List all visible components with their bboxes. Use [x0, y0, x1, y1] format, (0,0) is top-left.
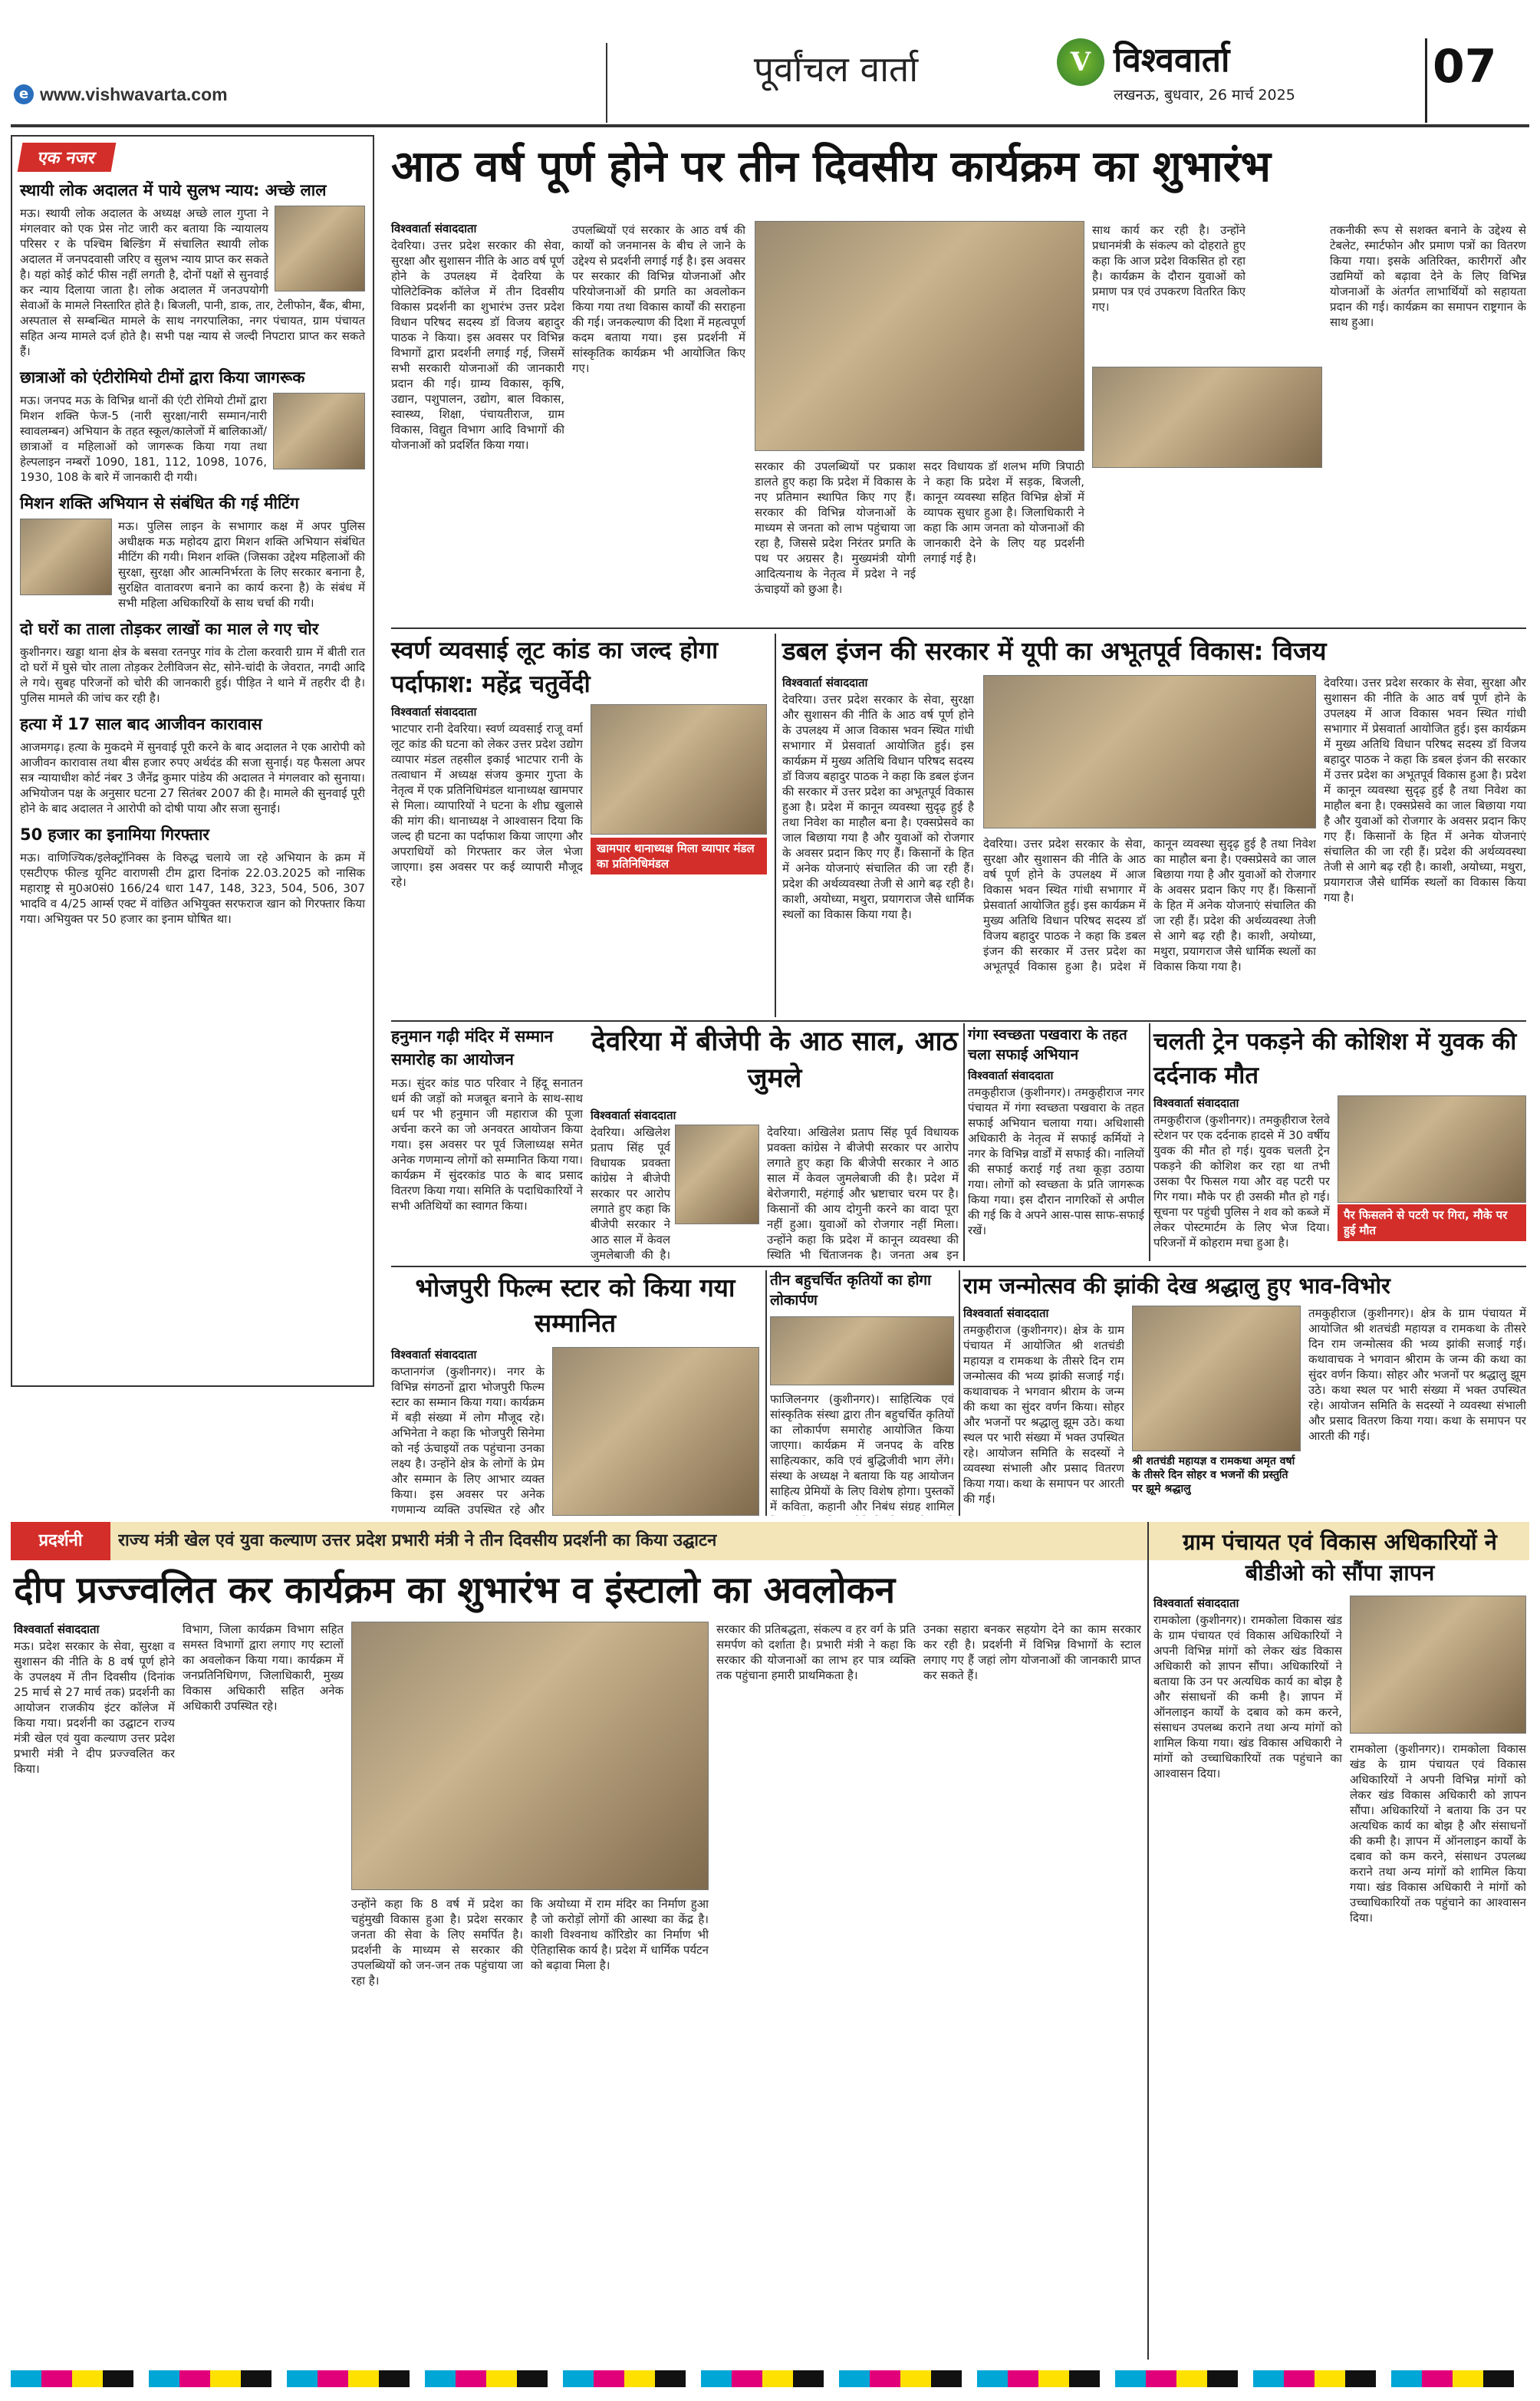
brand-logo-icon: V: [1057, 38, 1104, 86]
s14-photo: [770, 1316, 954, 1385]
section-title: पूर्वांचल वार्ता: [753, 48, 919, 90]
band-label: प्रदर्शनी: [11, 1522, 110, 1560]
s6-headline: 50 हजार का इनामिया गिरफ्तार: [20, 825, 209, 844]
s13-body: कप्तानगंज (कुशीनगर)। नगर के विभिन्न संगठनों द्वारा भोजपुरी फिल्म स्टार का सम्मान किया गया। कार्यक्रम में बड़ी संख्या में लोग मौजूद रहे। अभिनेता ने कहा कि भोजपुरी सिनेमा को नई ऊंचाइयों तक पहुंचाना उनका लक्ष्य है। उन्होंने क्षेत्र के लोगों के प्रेम और सम्मान के लिए आभार व्यक्त किया। इस अवसर पर अनेक गणमान्य व्यक्ति उपस्थित रहे और: [391, 1365, 545, 1517]
s2-headline: छात्राओं को एंटीरोमियो टीमों द्वारा किया जागरूक: [20, 368, 305, 387]
s1-headline: स्थायी लोक अदालत में पाये सुलभ न्याय: अच्छे लाल: [20, 181, 327, 199]
judge-photo: [275, 206, 365, 291]
band-kicker: राज्य मंत्री खेल एवं युवा कल्याण उत्तर प्रदेश प्रभारी मंत्री ने तीन दिवसीय प्रदर्शनी का किया उद्घाटन: [118, 1531, 717, 1550]
s16-photo: [351, 1622, 709, 1890]
s17-headline: ग्राम पंचायत एवं विकास अधिकारियों ने बीडीओ को सौंपा ज्ञापन: [1183, 1529, 1497, 1586]
s10-byline: विश्ववार्ता संवाददाता: [591, 1108, 676, 1122]
s6-body: मऊ। वाणिज्यिक/इलेक्ट्रॉनिक्स के विरुद्ध चलाये जा रहे अभियान के क्रम में एसटीएफ फील्ड यूनिट वाराणसी टीम द्वारा दिनांक 22.03.2025 को नासिक महाराष्ट्र से मु0अ0सं0 166/24 धारा 147, 148, 323, 504, 506, 307 भादवि व 4/25 आर्म्स एक्ट में वांछित अभियुक्त सरफराज खान को गिरफ्तार किया गया। अभियुक्त पर 50 हजार का इनाम घोषित था।: [20, 851, 365, 926]
s7-photo: [591, 704, 767, 835]
s8-body: देवरिया। उत्तर प्रदेश सरकार के सेवा, सुरक्षा और सुशासन की नीति के आठ वर्ष पूर्ण होने के उपलक्ष्य में आज विकास भवन स्थित गांधी सभागार में प्रेसवार्ता आयोजित हुई। इस कार्यक्रम में मुख्य अतिथि विधान परिषद सदस्य डॉ विजय बहादुर पाठक ने कहा कि डबल इंजन की सरकार में उत्तर प्रदेश का अभूतपूर्व विकास हुआ है। प्रदेश में कानून व्यवस्था सुदृढ़ हुई है तथा निवेश का माहौल बना है। एक्सप्रेसवे का जाल बिछाया गया है और युवाओं को रोजगार के अवसर प्रदान किए गए हैं। किसानों के हित में अनेक योजनाएं संचालित की जा रही हैं। प्रदेश की अर्थव्यवस्था तेजी से आगे बढ़ रही है। काशी, अयोध्या, मथुरा, प्रयागराज जैसे धार्मिक स्थलों का विकास किया गया है।: [782, 693, 974, 921]
s4-headline: दो घरों का ताला तोड़कर लाखों का माल ले गए चोर: [20, 620, 319, 638]
s17-body-2: रामकोला (कुशीनगर)। रामकोला विकास खंड के ग्राम पंचायत एवं विकास अधिकारियों ने अपनी विभिन्न मांगों को लेकर खंड विकास अधिकारी को ज्ञापन सौंपा। अधिकारियों ने बताया कि उन पर अत्यधिक कार्य का बोझ है और संसाधनों की कमी है। ज्ञापन में ऑनलाइन कार्यों के दबाव को कम करने, संसाधन उपलब्ध कराने तथा अन्य मांगों को शामिल किया गया। खंड विकास अधिकारी ने मांगों को उच्चाधिकारियों तक पहुंचाने का आश्वासन दिया।: [1350, 1742, 1526, 1925]
ek-nazar-label: एक नजर: [18, 143, 117, 172]
anti-romeo-photo: [273, 393, 365, 469]
s12-headline: चलती ट्रेन पकड़ने की कोशिश में युवक की दर्दनाक मौत: [1153, 1028, 1517, 1089]
s8-byline: विश्ववार्ता संवाददाता: [782, 676, 868, 690]
s16-headline: दीप प्रज्ज्वलित कर कार्यक्रम का शुभारंभ व इंस्टालो का अवलोकन: [14, 1569, 896, 1612]
s16-col-5: सरकार की प्रतिबद्धता, संकल्प व हर वर्ग के प्रति समर्पण को दर्शाता है। प्रभारी मंत्री ने कहा कि सरकार की योजनाओं का लाभ हर पात्र व्यक्ति तक पहुंचाना हमारी प्राथमिकता है।: [716, 1622, 916, 1682]
s8-body-3: देवरिया। उत्तर प्रदेश सरकार के सेवा, सुरक्षा और सुशासन की नीति के आठ वर्ष पूर्ण होने के उपलक्ष्य में आज विकास भवन स्थित गांधी सभागार में प्रेसवार्ता आयोजित हुई। इस कार्यक्रम में मुख्य अतिथि विधान परिषद सदस्य डॉ विजय बहादुर पाठक ने कहा कि डबल इंजन की सरकार में उत्तर प्रदेश का अभूतपूर्व विकास हुआ है। प्रदेश में कानून व्यवस्था सुदृढ़ हुई है तथा निवेश का माहौल बना है। एक्सप्रेसवे का जाल बिछाया गया है और युवाओं को रोजगार के अवसर प्रदान किए गए हैं। किसानों के हित में अनेक योजनाएं संचालित की जा रही हैं। प्रदेश की अर्थव्यवस्था तेजी से आगे बढ़ रही है। काशी, अयोध्या, मथुरा, प्रयागराज जैसे धार्मिक स्थलों का विकास किया गया है।: [1324, 676, 1526, 904]
s16-col-2: विभाग, जिला कार्यक्रम विभाग सहित समस्त विभागों द्वारा लगाए गए स्टालों का अवलोकन किया गया। कार्यक्रम में जनप्रतिनिधिगण, जिलाधिकारी, मुख्य विकास अधिकारी सहित अनेक अधिकारी उपस्थित रहे।: [183, 1622, 344, 1713]
lead-photo-1: [755, 221, 1084, 451]
s17-byline: विश्ववार्ता संवाददाता: [1153, 1596, 1239, 1610]
s5-headline: हत्या में 17 साल बाद आजीवन कारावास: [20, 715, 262, 733]
lead-photo-2: [1092, 367, 1322, 468]
page-number: 07: [1433, 40, 1497, 94]
s11-body: तमकुहीराज (कुशीनगर)। तमकुहीराज नगर पंचायत में गंगा स्वच्छता पखवारा के तहत सफाई अभियान चलाया गया। अधिशासी अधिकारी के नेतृत्व में सफाई कर्मियों ने नगर के विभिन्न वार्डों में सफाई की। नालियों की सफाई कराई गई तथा कूड़ा उठाया गया। लोगों को स्वच्छता के प्रति जागरूक किया गया। इस दौरान नागरिकों से अपील की गई कि वे अपने आस-पास साफ-सफाई रखें।: [968, 1085, 1144, 1237]
s10-body: देवरिया। अखिलेश प्रताप सिंह पूर्व विधायक प्रवक्ता कांग्रेस ने बीजेपी सरकार पर आरोप लगाते हुए कहा कि बीजेपी सरकार ने आठ साल में केवल जुमलेबाजी की है।: [591, 1125, 670, 1262]
s16-col-6: उनका सहारा बनकर सहयोग देने का काम सरकार कर रही है। प्रदर्शनी में विभिन्न विभागों के स्टाल लगाए गए हैं जहां लोग योजनाओं की जानकारी प्राप्त कर सकते हैं।: [923, 1622, 1141, 1682]
s8-headline: डबल इंजन की सरकार में यूपी का अभूतपूर्व विकास: विजय: [782, 636, 1327, 666]
s10-body-2: देवरिया। अखिलेश प्रताप सिंह पूर्व विधायक प्रवक्ता कांग्रेस ने बीजेपी सरकार पर आरोप लगाते हुए कहा कि बीजेपी सरकार ने आठ साल में केवल जुमलेबाजी की है। प्रदेश में बेरोजगारी, महंगाई और भ्रष्टाचार चरम पर है। किसानों की आय दोगुनी करने का वादा पूरा नहीं हुआ। युवाओं को रोजगार नहीं मिला। उन्होंने कहा कि प्रदेश में कानून व्यवस्था की स्थिति भी चिंताजनक है। जनता अब इन: [767, 1125, 959, 1262]
brand-name: विश्ववार्ता: [1114, 41, 1230, 80]
s15-body: तमकुहीराज (कुशीनगर)। क्षेत्र के ग्राम पंचायत में आयोजित श्री शतचंडी महायज्ञ व रामकथा के तीसरे दिन राम जन्मोत्सव की भव्य झांकी सजाई गई। कथावाचक ने भगवान श्रीराम के जन्म की कथा का सुंदर वर्णन किया। सोहर और भजनों पर श्रद्धालु झूम उठे। कथा स्थल पर भारी संख्या में भक्त उपस्थित रहे। आयोजन समिति के सदस्यों ने व्यवस्था संभाली और प्रसाद वितरण किया गया। कथा के समापन पर आरती की गई।: [963, 1323, 1124, 1506]
s14-headline: तीन बहुचर्चित कृतियों का होगा लोकार्पण: [770, 1272, 931, 1309]
s16-col-3: उन्होंने कहा कि 8 वर्ष में प्रदेश का चहुंमुखी विकास हुआ है। प्रदेश सरकार जनता की सेवा के लिए समर्पित है। प्रदर्शनी के माध्यम से सरकार की उपलब्धियों को जन-जन तक पहुंचाया जा रहा है।: [351, 1897, 523, 1988]
s12-byline: विश्ववार्ता संवाददाता: [1153, 1096, 1239, 1110]
lead-col-3: सरकार की उपलब्धियों पर प्रकाश डालते हुए कहा कि प्रदेश में विकास के नए प्रतिमान स्थापित किए गए हैं। सरकार की विभिन्न योजनाओं के माध्यम से जनता को लाभ पहुंचाया जा रहा है, जिससे प्रदेश निरंतर प्रगति के पथ पर अग्रसर है। मुख्यमंत्री योगी आदित्यनाथ के नेतृत्व में प्रदेश ने नई ऊंचाइयों को छुआ है।: [755, 459, 916, 596]
s12-photo: [1338, 1095, 1526, 1203]
s3-body: मऊ। पुलिस लाइन के सभागार कक्ष में अपर पुलिस अधीक्षक मऊ महोदय द्वारा मिशन शक्ति अभियान संबंधित मीटिंग की गयी। मिशन शक्ति (जिसका उद्देश्य महिलाओं की सुरक्षा, सुरक्षा और आत्मनिर्भरता के लिए सरकार बनाना है, सुरक्षित वातावरण बनाने का कार्य करना है) के संबंध में सभी महिला अधिकारियों के साथ चर्चा की गयी।: [118, 519, 365, 610]
s15-caption: श्री शतचंडी महायज्ञ व रामकथा अमृत वर्षा के तीसरे दिन सोहर व भजनों की प्रस्तुति पर झूमे श्रद्धालु: [1132, 1455, 1295, 1495]
s16-col-4: कि अयोध्या में राम मंदिर का निर्माण हुआ है जो करोड़ों लोगों की आस्था का केंद्र है। काशी विश्वनाथ कॉरिडोर का निर्माण भी ऐतिहासिक कार्य है। प्रदेश में धार्मिक पर्यटन को बढ़ावा मिला है।: [531, 1897, 709, 1972]
meeting-photo: [20, 519, 112, 595]
print-color-bar: [11, 2370, 1529, 2387]
s13-photo: [552, 1347, 759, 1516]
s11-byline: विश्ववार्ता संवाददाता: [968, 1069, 1054, 1082]
s10-portrait: [675, 1125, 759, 1224]
s14-body: फाजिलनगर (कुशीनगर)। साहित्यिक एवं सांस्कृतिक संस्था द्वारा तीन बहुचर्चित कृतियों का लोकार्पण समारोह आयोजित किया जाएगा। कार्यक्रम में जनपद के वरिष्ठ साहित्यकार, कवि एवं बुद्धिजीवी भाग लेंगे। संस्था के अध्यक्ष ने बताया कि यह आयोजन साहित्य प्रेमियों के लिए विशेष होगा। पुस्तकों में कविता, कहानी और निबंध संग्रह शामिल: [770, 1392, 954, 1513]
s8-photo: [983, 675, 1316, 828]
s15-body-2: तमकुहीराज (कुशीनगर)। क्षेत्र के ग्राम पंचायत में आयोजित श्री शतचंडी महायज्ञ व रामकथा के तीसरे दिन राम जन्मोत्सव की भव्य झांकी सजाई गई। कथावाचक ने भगवान श्रीराम के जन्म की कथा का सुंदर वर्णन किया। सोहर और भजनों पर श्रद्धालु झूम उठे। कथा स्थल पर भारी संख्या में भक्त उपस्थित रहे। आयोजन समिति के सदस्यों ने व्यवस्था संभाली और प्रसाद वितरण किया गया। कथा के समापन पर आरती की गई।: [1308, 1306, 1526, 1443]
lead-col-1: देवरिया। उत्तर प्रदेश सरकार की सेवा, सुरक्षा और सुशासन नीति के आठ वर्ष पूर्ण होने के उपलक्ष्य में देवरिया के पोलिटेक्निक कॉलेज में तीन दिवसीय विकास प्रदर्शनी का शुभारंभ उत्तर प्रदेश विधान परिषद सदस्य डॉ विजय बहादुर पाठक ने किया। इस अवसर पर विभिन्न विभागों द्वारा प्रदर्शनी लगाई गई, जिसमें सभी सरकारी योजनाओं की जानकारी प्रदान की गई। ग्राम्य विकास, कृषि, उद्यान, पशुपालन, उद्योग, बाल विकास, स्वास्थ्य, शिक्षा, पंचायतीराज, ग्राम विकास, विद्युत विभाग आदि विभागों की योजनाओं को प्रदर्शित किया गया।: [391, 239, 564, 452]
s7-headline: स्वर्ण व्यवसाई लूट कांड का जल्द होगा पर्दाफाश: महेंद्र चतुर्वेदी: [391, 637, 719, 698]
lead-col-4: सदर विधायक डॉ शलभ मणि त्रिपाठी ने कहा कि प्रदेश में सड़क, बिजली, कानून व्यवस्था सहित विभिन्न क्षेत्रों में व्यापक सुधार हुआ है। जिलाधिकारी ने कहा कि आम जनता को योजनाओं की जानकारी देने के लिए यह प्रदर्शनी लगाई गई है।: [923, 459, 1084, 565]
site-url[interactable]: www.vishwavarta.com: [40, 84, 228, 104]
s9-headline: हनुमान गढ़ी मंदिर में सम्मान समारोह का आयोजन: [391, 1027, 554, 1069]
s10-headline: देवरिया में बीजेपी के आठ साल, आठ जुमले: [591, 1026, 958, 1094]
s7-caption: खामपार थानाध्यक्ष मिला व्यापार मंडल का प्रतिनिधिमंडल: [591, 838, 767, 874]
lead-col-5: साथ कार्य कर रही है। उन्होंने प्रधानमंत्री के संकल्प को दोहराते हुए कहा कि आज प्रदेश विकसित हो रहा है। कार्यक्रम के दौरान युवाओं को प्रमाण पत्र एवं उपकरण वितरित किए गए।: [1092, 223, 1245, 314]
lead-col-2: उपलब्धियों एवं सरकार के आठ वर्ष की कार्यों को जनमानस के बीच ले जाने के उद्देश्य से प्रदर्शनी लगाई गई है। इस अवसर पर सरकार की विभिन्न योजनाओं और परियोजनाओं की प्रगति का अवलोकन किया गया तथा विकास कार्यों की सराहना की गई। जनकल्याण की दिशा में महत्वपूर्ण कदम बताया गया। इस प्रदर्शनी में सांस्कृतिक कार्यक्रम भी आयोजित किए गए।: [572, 223, 745, 375]
s7-byline: विश्ववार्ता संवाददाता: [391, 705, 477, 719]
browser-icon: e: [14, 84, 34, 104]
s12-body: तमकुहीराज (कुशीनगर)। तमकुहीराज रेलवे स्टेशन पर एक दर्दनाक हादसे में 30 वर्षीय युवक की मौत हो गई। युवक चलती ट्रेन पकड़ने की कोशिश कर रहा था तभी उसका पैर फिसल गया और वह पटरी पर गिर गया। मौके पर ही उसकी मौत हो गई। सूचना पर पहुंची पुलिस ने शव को कब्जे में लेकर पोस्टमार्टम के लिए भेज दिया। परिजनों में कोहराम मचा हुआ है।: [1153, 1113, 1330, 1250]
s7-body: भाटपार रानी देवरिया। स्वर्ण व्यवसाई राजू वर्मा लूट कांड की घटना को लेकर उत्तर प्रदेश उद्योग व्यापार मंडल तहसील इकाई भाटपार रानी के तत्वाधान में अध्यक्ष संजय कुमार गुप्ता के नेतृत्व में एक प्रतिनिधिमंडल थानाध्यक्ष खामपार से मिला। व्यापारियों ने घटना के शीघ्र खुलासे की मांग की। थानाध्यक्ष ने आश्वासन दिया कि जल्द ही घटना का पर्दाफाश किया जाएगा और अपराधियों को गिरफ्तार कर जेल भेजा जाएगा। इस अवसर पर कई व्यापारी मौजूद रहे।: [391, 722, 583, 889]
s16-col-1: मऊ। प्रदेश सरकार के सेवा, सुरक्षा व सुशासन की नीति के 8 वर्ष पूर्ण होने के उपलक्ष्य में तीन दिवसीय (दिनांक 25 मार्च से 27 मार्च तक) प्रदर्शनी का आयोजन राजकीय इंटर कॉलेज में किया गया। प्रदर्शनी का उद्घाटन राज्य मंत्री खेल एवं युवा कल्याण उत्तर प्रदेश प्रभारी मंत्री ने दीप प्रज्ज्वलित कर किया।: [14, 1639, 175, 1776]
dateline: लखनऊ, बुधवार, 26 मार्च 2025: [1114, 87, 1295, 104]
s4-body: कुशीनगर। खड्डा थाना क्षेत्र के बसवा रतनपुर गांव के टोला करवारी ग्राम में बीती रात दो घरों में घुसे चोर ताला तोड़कर टेलीविजन सेट, सोने-चांदी के जेवरात, नगदी आदि ले गये। सुबह परिजनों को चोरी की जानकारी हुई। पीड़ित ने थाने में तहरीर दी है। पुलिस मामले की जांच कर रही है।: [20, 645, 365, 705]
s13-byline: विश्ववार्ता संवाददाता: [391, 1348, 477, 1362]
s11-headline: गंगा स्वच्छता पखवारा के तहत चला सफाई अभियान: [968, 1026, 1127, 1063]
s15-headline: राम जन्मोत्सव की झांकी देख श्रद्धालु हुए भाव-विभोर: [963, 1273, 1390, 1299]
s17-photo: [1350, 1596, 1526, 1734]
lead-col-6: तकनीकी रूप से सशक्त बनाने के उद्देश्य से टेबलेट, स्मार्टफोन और प्रमाण पत्रों का वितरण किया गया। इसके अतिरिक्त, कारीगरों और उद्यमियों को बढ़ावा देने के लिए विभिन्न योजनाओं के अंतर्गत लाभार्थियों को सहायता प्रदान की गई। कार्यक्रम का समापन राष्ट्रगान के साथ हुआ।: [1330, 223, 1526, 329]
s17-body: रामकोला (कुशीनगर)। रामकोला विकास खंड के ग्राम पंचायत एवं विकास अधिकारियों ने अपनी विभिन्न मांगों को लेकर खंड विकास अधिकारी को ज्ञापन सौंपा। अधिकारियों ने बताया कि उन पर अत्यधिक कार्य का बोझ है और संसाधनों की कमी है। ज्ञापन में ऑनलाइन कार्यों के दबाव को कम करने, संसाधन उपलब्ध कराने तथा अन्य मांगों को शामिल किया गया। खंड विकास अधिकारी ने मांगों को उच्चाधिकारियों तक पहुंचाने का आश्वासन दिया।: [1153, 1613, 1342, 1780]
s13-headline: भोजपुरी फिल्म स्टार को किया गया सम्मानित: [415, 1273, 735, 1338]
lead-byline: विश्ववार्ता संवाददाता: [391, 222, 477, 235]
s15-photo: [1132, 1306, 1301, 1451]
s9-body: मऊ। सुंदर कांड पाठ परिवार ने हिंदू सनातन धर्म की जड़ों को मजबूत बनाने के साथ-साथ धर्म पर भी हनुमान जी महाराज की पूजा अर्चना करने का जो अनवरत आयोजन किया गया। इस अवसर पर पूर्व जिलाध्यक्ष समेत अनेक गणमान्य लोगों को सम्मानित किया गया। कार्यक्रम में सुंदरकांड पाठ के बाद प्रसाद वितरण किया गया। समिति के पदाधिकारियों ने सभी अतिथियों का स्वागत किया।: [391, 1076, 583, 1213]
s8-body-2: देवरिया। उत्तर प्रदेश सरकार के सेवा, सुरक्षा और सुशासन की नीति के आठ वर्ष पूर्ण होने के उपलक्ष्य में आज विकास भवन स्थित गांधी सभागार में प्रेसवार्ता आयोजित हुई। इस कार्यक्रम में मुख्य अतिथि विधान परिषद सदस्य डॉ विजय बहादुर पाठक ने कहा कि डबल इंजन की सरकार में उत्तर प्रदेश का अभूतपूर्व विकास हुआ है। प्रदेश में कानून व्यवस्था सुदृढ़ हुई है तथा निवेश का माहौल बना है। एक्सप्रेसवे का जाल बिछाया गया है और युवाओं को रोजगार के अवसर प्रदान किए गए हैं। किसानों के हित में अनेक योजनाएं संचालित की जा रही हैं। प्रदेश की अर्थव्यवस्था तेजी से आगे बढ़ रही है। काशी, अयोध्या, मथुरा, प्रयागराज जैसे धार्मिक स्थलों का विकास किया गया है।: [983, 837, 1316, 973]
s12-caption: पैर फिसलने से पटरी पर गिरा, मौके पर हुई मौत: [1338, 1204, 1526, 1241]
s5-body: आजमगढ़। हत्या के मुकदमे में सुनवाई पूरी करने के बाद अदालत ने एक आरोपी को आजीवन कारावास तथा बीस हजार रुपए अर्थदंड की सजा सुनाई। यह फैसला अपर सत्र न्यायाधीश कोर्ट नंबर 3 जैनेंद्र कुमार पांडेय की अदालत ने मंगलवार को सुनाया। अभियोजन पक्ष के अनुसार घटना 27 सितंबर 2007 की है। मामले की सुनवाई पूरी होने के बाद अदालत ने आरोपी को दोषी पाया और सजा सुनाई।: [20, 740, 365, 815]
s15-byline: विश्ववार्ता संवाददाता: [963, 1306, 1049, 1320]
s1-body: मऊ। स्थायी लोक अदालत के अध्यक्ष अच्छे लाल गुप्ता ने मंगलवार को एक प्रेस नोट जारी कर बताया कि न्यायालय परिसर र के पश्चिम बिल्डिंग में संचालित स्थायी लोक अदालत में जनपदवासी जरिए व सुलभ न्याय प्राप्त कर सकते है। यहां कोई कोर्ट फीस नहीं लगती है, दोनों पक्षों से सुनवाई कर न्याय दिलाया जाता है। लोक अदालत में जनउपयोगी सेवाओं के मामले निस्तारित होते है। बिजली, पानी, डाक, तार, टेलीफोन, बैंक, बीमा, अस्पताल से सम्बन्धित मामले के साथ नगरपालिका, नगर पंचायत, ग्राम पंचायत सहित अन्य मामले दर्ज होते है। सभी पक्ष न्याय से जल्दी निपटारा प्राप्त कर सकते हैं।: [20, 206, 365, 358]
lead-headline: आठ वर्ष पूर्ण होने पर तीन दिवसीय कार्यक्रम का शुभारंभ: [391, 142, 1272, 192]
s16-byline: विश्ववार्ता संवाददाता: [14, 1622, 100, 1636]
s3-headline: मिशन शक्ति अभियान से संबंधित की गई मीटिंग: [20, 494, 299, 512]
s2-body: मऊ। जनपद मऊ के विभिन्न थानों की एंटी रोमियो टीमों द्वारा मिशन शक्ति फेज-5 (नारी सुरक्षा/नारी सम्मान/नारी स्वावलम्बन) अभियान के तहत स्कूल/कालेजों में बालिकाओं/छात्राओं व महिलाओं को जागरूक किया गया तथा हेल्पलाइन नम्बरों 1090, 181, 112, 1098, 1076, 1930, 108 के बारे में जानकारी दी गयी।: [20, 394, 267, 484]
